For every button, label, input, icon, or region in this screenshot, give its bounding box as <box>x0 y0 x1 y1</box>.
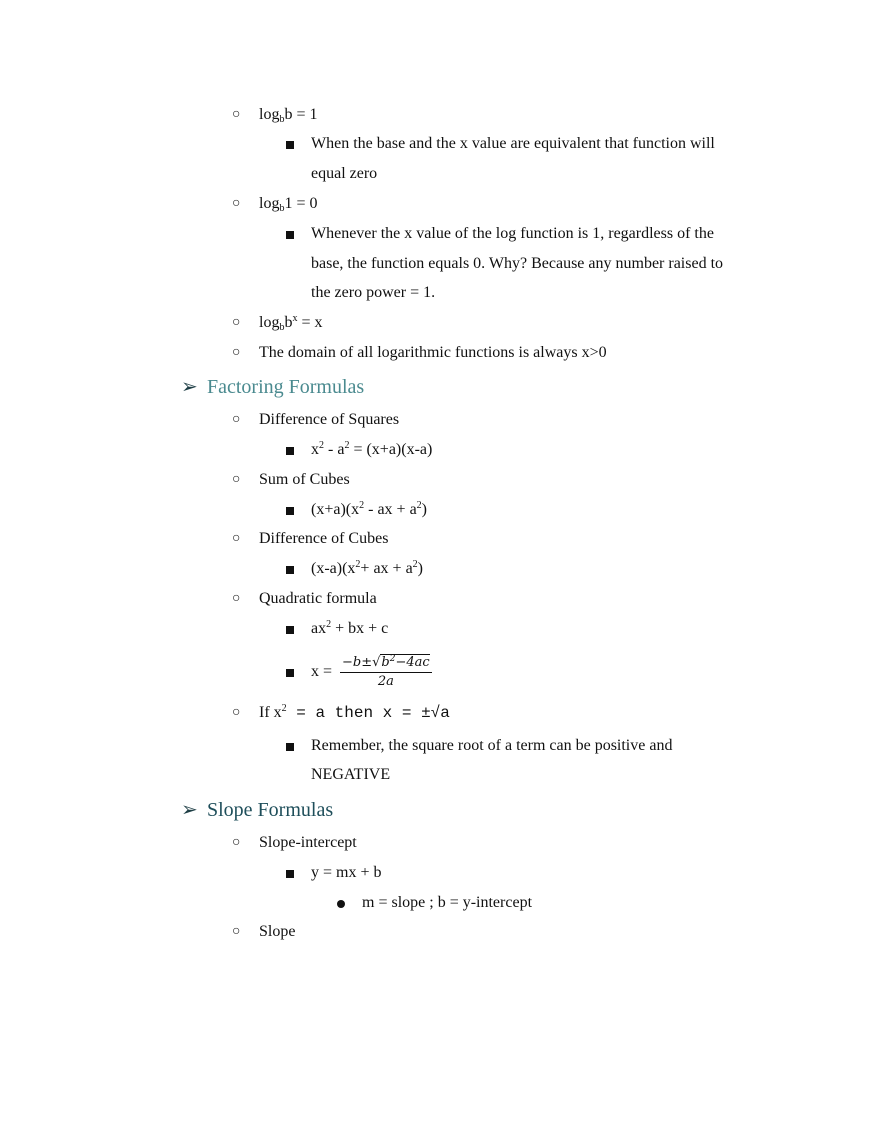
slope-intercept-detail <box>362 893 532 913</box>
exponent: 2 <box>344 440 350 451</box>
filled-square-bullet-icon <box>286 626 294 634</box>
log-arg: b <box>284 314 293 331</box>
formula-part: x <box>311 441 319 458</box>
filled-dot-bullet-icon <box>337 900 345 908</box>
log-text: log <box>259 106 280 123</box>
exponent: 2 <box>412 559 418 570</box>
filled-square-bullet-icon <box>286 231 294 239</box>
log-rest: b = 1 <box>284 106 318 123</box>
log-exponent: x <box>292 313 298 324</box>
exponent: 2 <box>416 500 422 511</box>
log-rest: = x <box>297 314 323 331</box>
formula-part: ) <box>421 501 427 518</box>
hollow-circle-bullet-icon: ○ <box>232 107 241 122</box>
formula-text: y = mx + b <box>311 864 382 881</box>
log-rule-2 <box>232 194 318 214</box>
formula-part: - ax + a <box>364 501 417 518</box>
hollow-circle-bullet-icon: ○ <box>232 924 241 939</box>
label-text: Difference of Cubes <box>259 530 389 547</box>
formula-part: + ax + a <box>360 560 413 577</box>
formula-part: ax <box>311 620 327 637</box>
sum-cubes-label <box>232 470 350 490</box>
exponent: 2 <box>281 703 287 714</box>
numerator-prefix: −b±√ <box>342 655 381 671</box>
exponent: 2 <box>359 500 365 511</box>
detail-text: m = slope ; b = y-intercept <box>362 894 533 911</box>
slope-heading <box>181 798 334 822</box>
domain-text: The domain of all logarithmic functions is always x>0 <box>259 344 607 361</box>
note-text: equal zero <box>311 165 378 182</box>
sum-cubes-formula <box>311 500 427 520</box>
fraction-numerator <box>340 654 432 673</box>
filled-square-bullet-icon <box>286 141 294 149</box>
fraction-denominator: 2a <box>377 674 394 690</box>
hollow-circle-bullet-icon: ○ <box>232 315 241 330</box>
formula-part: ) <box>417 560 423 577</box>
diff-squares-formula <box>311 440 432 460</box>
label-text: Difference of Squares <box>259 411 400 428</box>
note-text: Remember, the square root of a term can be positive and <box>311 737 673 754</box>
hollow-circle-bullet-icon: ○ <box>232 345 241 360</box>
exponent: 2 <box>389 654 396 665</box>
diff-squares-label <box>232 410 400 430</box>
slope-intercept-formula <box>311 863 382 883</box>
if-root-note-line-1 <box>311 736 672 756</box>
quadratic-label <box>232 589 377 609</box>
factoring-heading <box>181 375 365 399</box>
log-text: log <box>259 314 280 331</box>
log-rest: 1 = 0 <box>284 195 318 212</box>
log-rule-1-note-line-1 <box>311 134 715 154</box>
formula-lhs: x = <box>311 663 337 680</box>
radicand-rest: −4ac <box>395 655 430 671</box>
filled-square-bullet-icon <box>286 870 294 878</box>
arrow-bullet-icon: ➢ <box>181 376 198 398</box>
label-text: Slope <box>259 923 296 940</box>
exponent: 2 <box>326 619 332 630</box>
label-text: Quadratic formula <box>259 590 377 607</box>
log-base: b <box>279 203 285 214</box>
diff-cubes-formula <box>311 559 423 579</box>
rule-text: If x <box>259 704 282 721</box>
note-text: base, the function equals 0. Why? Because any number raised to <box>311 255 724 272</box>
filled-square-bullet-icon <box>286 447 294 455</box>
heading-text: Slope Formulas <box>207 799 334 821</box>
log-base: b <box>279 114 285 125</box>
log-rule-1-note-line-2 <box>311 164 377 184</box>
filled-square-bullet-icon <box>286 566 294 574</box>
formula-part: - a <box>324 441 345 458</box>
exponent: 2 <box>319 440 324 451</box>
quadratic-fraction <box>340 654 432 690</box>
note-text: NEGATIVE <box>311 766 391 783</box>
log-rule-2-note-line-3 <box>311 283 435 303</box>
hollow-circle-bullet-icon: ○ <box>232 196 241 211</box>
hollow-circle-bullet-icon: ○ <box>232 472 241 487</box>
label-text: Slope-intercept <box>259 834 357 851</box>
slope-intercept-label <box>232 833 357 853</box>
arrow-bullet-icon: ➢ <box>181 799 198 821</box>
hollow-circle-bullet-icon: ○ <box>232 531 241 546</box>
note-text: When the base and the x value are equivalent that function will <box>311 135 715 152</box>
if-root-note-line-2 <box>311 765 390 785</box>
hollow-circle-bullet-icon: ○ <box>232 705 241 720</box>
formula-part: + bx + c <box>331 620 389 637</box>
filled-square-bullet-icon <box>286 507 294 515</box>
formula-part: = (x+a)(x-a) <box>349 441 433 458</box>
formula-part: (x+a)(x <box>311 501 360 518</box>
if-root-rule <box>232 703 450 723</box>
label-text: Sum of Cubes <box>259 471 350 488</box>
rule-mono-text: = a then x = ±√a <box>286 704 450 722</box>
log-rule-2-note-line-1 <box>311 224 714 244</box>
log-domain <box>232 343 607 363</box>
filled-square-bullet-icon <box>286 743 294 751</box>
quadratic-formula <box>311 652 432 692</box>
slope-label <box>232 922 296 942</box>
log-rule-1 <box>232 105 318 125</box>
heading-text: Factoring Formulas <box>207 376 365 398</box>
diff-cubes-label <box>232 529 389 549</box>
radicand-b: b <box>381 655 390 671</box>
log-base: b <box>279 322 285 333</box>
note-text: Whenever the x value of the log function is 1, regardless of the <box>311 225 714 242</box>
filled-square-bullet-icon <box>286 669 294 677</box>
note-text: the zero power = 1. <box>311 284 436 301</box>
exponent: 2 <box>355 559 361 570</box>
formula-part: (x-a)(x <box>311 560 356 577</box>
radicand <box>380 654 429 671</box>
log-rule-2-note-line-2 <box>311 254 723 274</box>
quadratic-standard-form <box>311 619 388 639</box>
hollow-circle-bullet-icon: ○ <box>232 412 241 427</box>
log-text: log <box>259 195 280 212</box>
log-rule-3 <box>232 313 323 333</box>
hollow-circle-bullet-icon: ○ <box>232 835 241 850</box>
hollow-circle-bullet-icon: ○ <box>232 591 241 606</box>
